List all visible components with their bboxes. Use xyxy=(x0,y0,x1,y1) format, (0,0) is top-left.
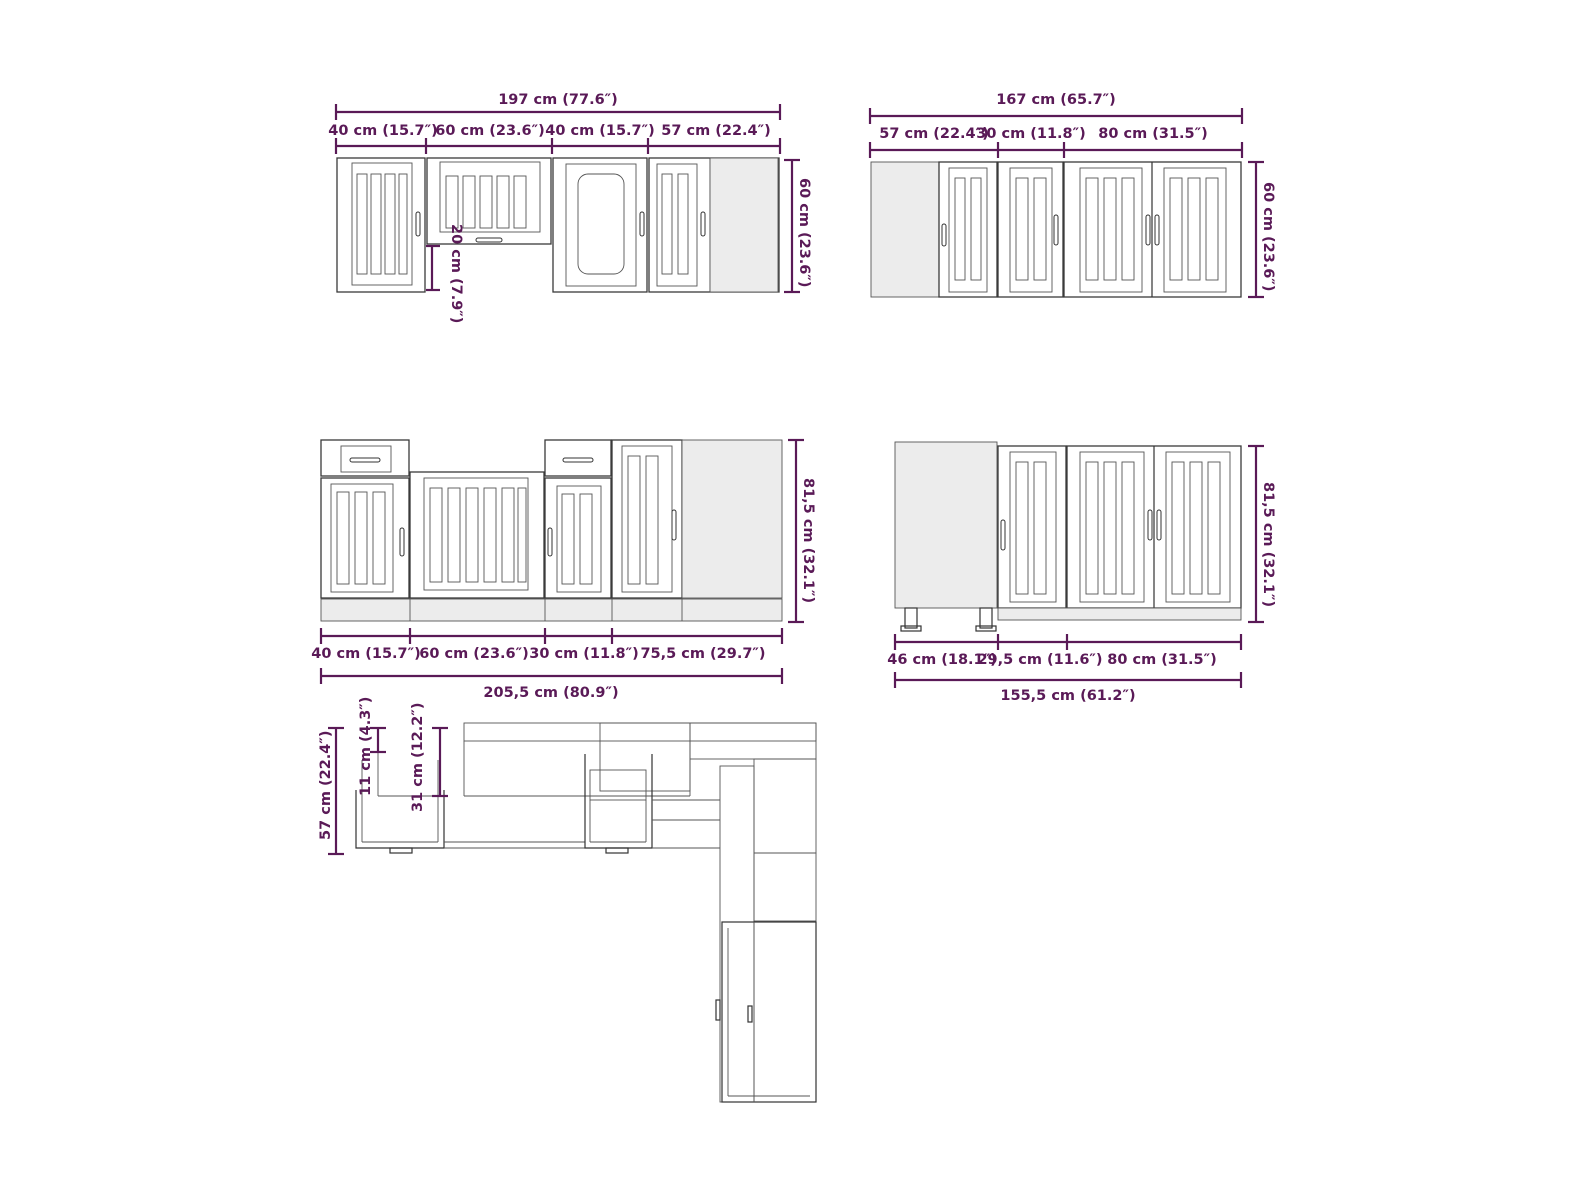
total-width-label: 205,5 cm (80.9″) xyxy=(483,685,619,701)
segment-width-label: 29,5 cm (11.6″) xyxy=(977,652,1103,668)
segment-width-label: 75,5 cm (29.7″) xyxy=(640,646,766,662)
segment-width-label: 57 cm (22.4″) xyxy=(661,123,771,139)
height-label: 81,5 cm (32.1″) xyxy=(800,478,816,604)
total-width-label: 197 cm (77.6″) xyxy=(498,92,618,108)
segment-width-label: 60 cm (23.6″) xyxy=(435,123,545,139)
wall-units-side-view xyxy=(870,92,1276,297)
wall-cabinet xyxy=(939,162,997,297)
segment-width-label: 30 cm (11.8″) xyxy=(529,646,639,662)
segment-width-label: 40 cm (15.7″) xyxy=(311,646,421,662)
depth-label: 57 cm (22.4″) xyxy=(318,730,334,840)
short-unit-height-label: 20 cm (7.9″) xyxy=(448,224,464,324)
top-plan-view xyxy=(318,697,816,1102)
wall-cabinet xyxy=(998,162,1063,297)
segment-width-label: 30 cm (11.8″) xyxy=(976,126,1086,142)
height-label: 60 cm (23.6″) xyxy=(1260,182,1276,292)
segment-width-label: 40 cm (15.7″) xyxy=(545,123,655,139)
segment-width-label: 57 cm (22.4″) xyxy=(879,126,989,142)
wall-cabinet-glass xyxy=(553,158,647,292)
segment-width-label: 46 cm (18.1″) xyxy=(887,652,997,668)
inner-depth-label: 31 cm (12.2″) xyxy=(410,702,426,812)
height-label: 60 cm (23.6″) xyxy=(796,178,812,288)
base-cabinet xyxy=(321,478,409,598)
wall-units-front-view xyxy=(328,92,812,323)
total-width-label: 167 cm (65.7″) xyxy=(996,92,1116,108)
segment-width-label: 60 cm (23.6″) xyxy=(419,646,529,662)
corner-side-panel xyxy=(895,442,997,608)
base-units-front-view xyxy=(311,440,816,701)
segment-width-label: 40 cm (15.7″) xyxy=(328,123,438,139)
total-width-label: 155,5 cm (61.2″) xyxy=(1000,688,1136,704)
segment-width-label: 80 cm (31.5″) xyxy=(1107,652,1217,668)
corner-side-panel xyxy=(871,162,939,297)
base-units-side-view xyxy=(887,442,1276,704)
step-label: 11 cm (4.3″) xyxy=(358,696,374,796)
height-label: 81,5 cm (32.1″) xyxy=(1260,482,1276,608)
segment-width-label: 80 cm (31.5″) xyxy=(1098,126,1208,142)
